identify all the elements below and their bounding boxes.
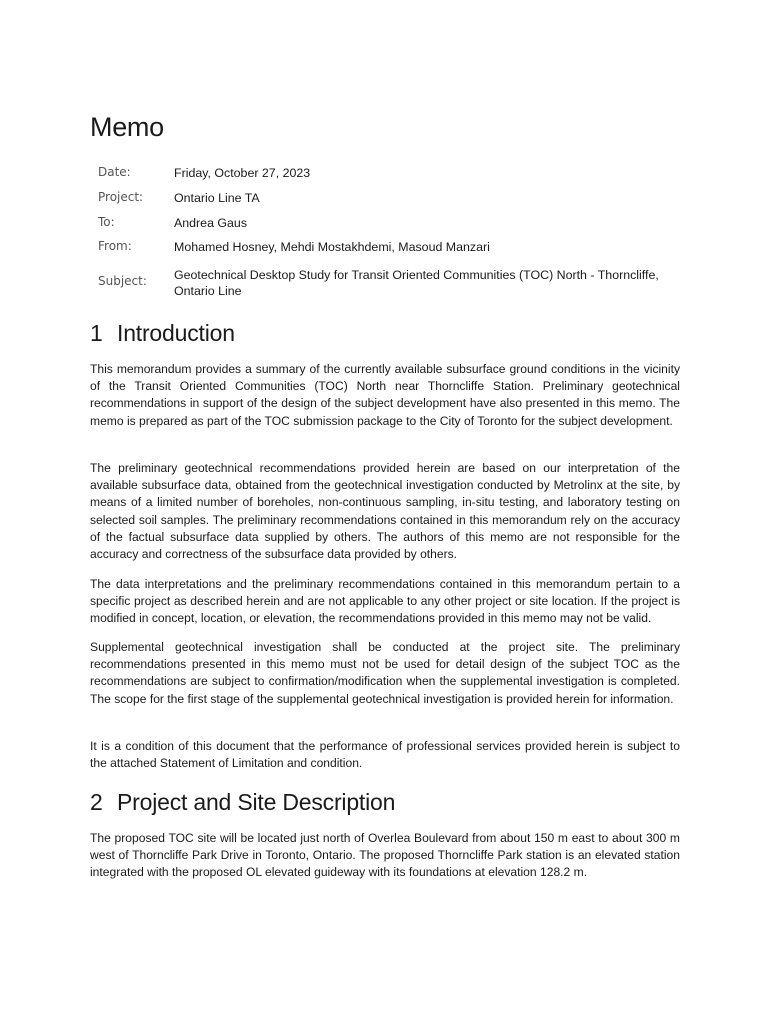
to-value: Andrea Gaus xyxy=(174,216,248,230)
date-label: Date: xyxy=(98,165,131,179)
from-label: From: xyxy=(98,239,132,253)
project-value: Ontario Line TA xyxy=(174,191,260,205)
project-label: Project: xyxy=(98,190,144,204)
intro-paragraph-5: It is a condition of this document that the performance of professional services provided herein is subject to the attached Statement of Limitation and condition. xyxy=(90,739,680,771)
from-row xyxy=(90,239,694,255)
from-value: Mohamed Hosney, Mehdi Mostakhdemi, Masoud Manzari xyxy=(174,240,490,254)
section-number: 1 xyxy=(90,320,103,346)
project-paragraph-1: The proposed TOC site will be located just north of Overlea Boulevard from about 150 m east to about 300 m west of Thorncliffe Park Drive in Toronto, Ontario. The proposed Thorncliffe Park station is an elevated station integrated with the proposed OL elevated guideway with its foundations at elevation 128.2 m. xyxy=(90,831,680,880)
section-title: Introduction xyxy=(117,320,235,346)
intro-paragraph-2: The preliminary geotechnical recommendations provided herein are based on our interpretation of the available subsurface data, obtained from the geotechnical investigation conducted by Metrolinx at the site, by means of a limited number of boreholes, non-continuous sampling, in-situ testing, and laboratory testing on selected soil samples. The preliminary recommendations contained in this memorandum rely on the accuracy of the factual subsurface data supplied by others. The authors of this memo are not responsible for the accuracy and correctness of the subsurface data provided by others. xyxy=(90,461,680,562)
section-heading-introduction xyxy=(90,320,235,347)
subject-label: Subject: xyxy=(98,274,147,288)
memo-title: Memo xyxy=(90,112,164,142)
date-value: Friday, October 27, 2023 xyxy=(174,166,311,180)
date-row xyxy=(90,165,694,181)
project-row xyxy=(90,190,694,206)
to-label: To: xyxy=(98,215,115,229)
section-title: Project and Site Description xyxy=(117,789,396,815)
intro-paragraph-4: Supplemental geotechnical investigation shall be conducted at the project site. The preliminary recommendations presented in this memo must not be used for detail design of the subject TOC as the recommendations are subject to confirmation/modification when the supplemental investigation is completed. The scope for the first stage of the supplemental geotechnical investigation is provided herein for information. xyxy=(90,640,680,706)
section-number: 2 xyxy=(90,789,103,815)
to-row xyxy=(90,215,694,231)
section-heading-project-site xyxy=(90,789,395,816)
subject-value: Geotechnical Desktop Study for Transit Oriented Communities (TOC) North - Thorncliffe, Ontario Line xyxy=(174,268,659,298)
intro-paragraph-3: The data interpretations and the preliminary recommendations contained in this memorandum pertain to a specific project as described herein and are not applicable to any other project or site location. If the project is modified in concept, location, or elevation, the recommendations provided in this memo may not be valid. xyxy=(90,577,680,626)
subject-row xyxy=(90,267,694,299)
intro-paragraph-1: This memorandum provides a summary of the currently available subsurface ground conditions in the vicinity of the Transit Oriented Communities (TOC) North near Thorncliffe Station. Preliminary geotechnical recommendations in support of the design of the subject development have also presented in this memo. The memo is prepared as part of the TOC submission package to the City of Toronto for the subject development. xyxy=(90,362,680,428)
